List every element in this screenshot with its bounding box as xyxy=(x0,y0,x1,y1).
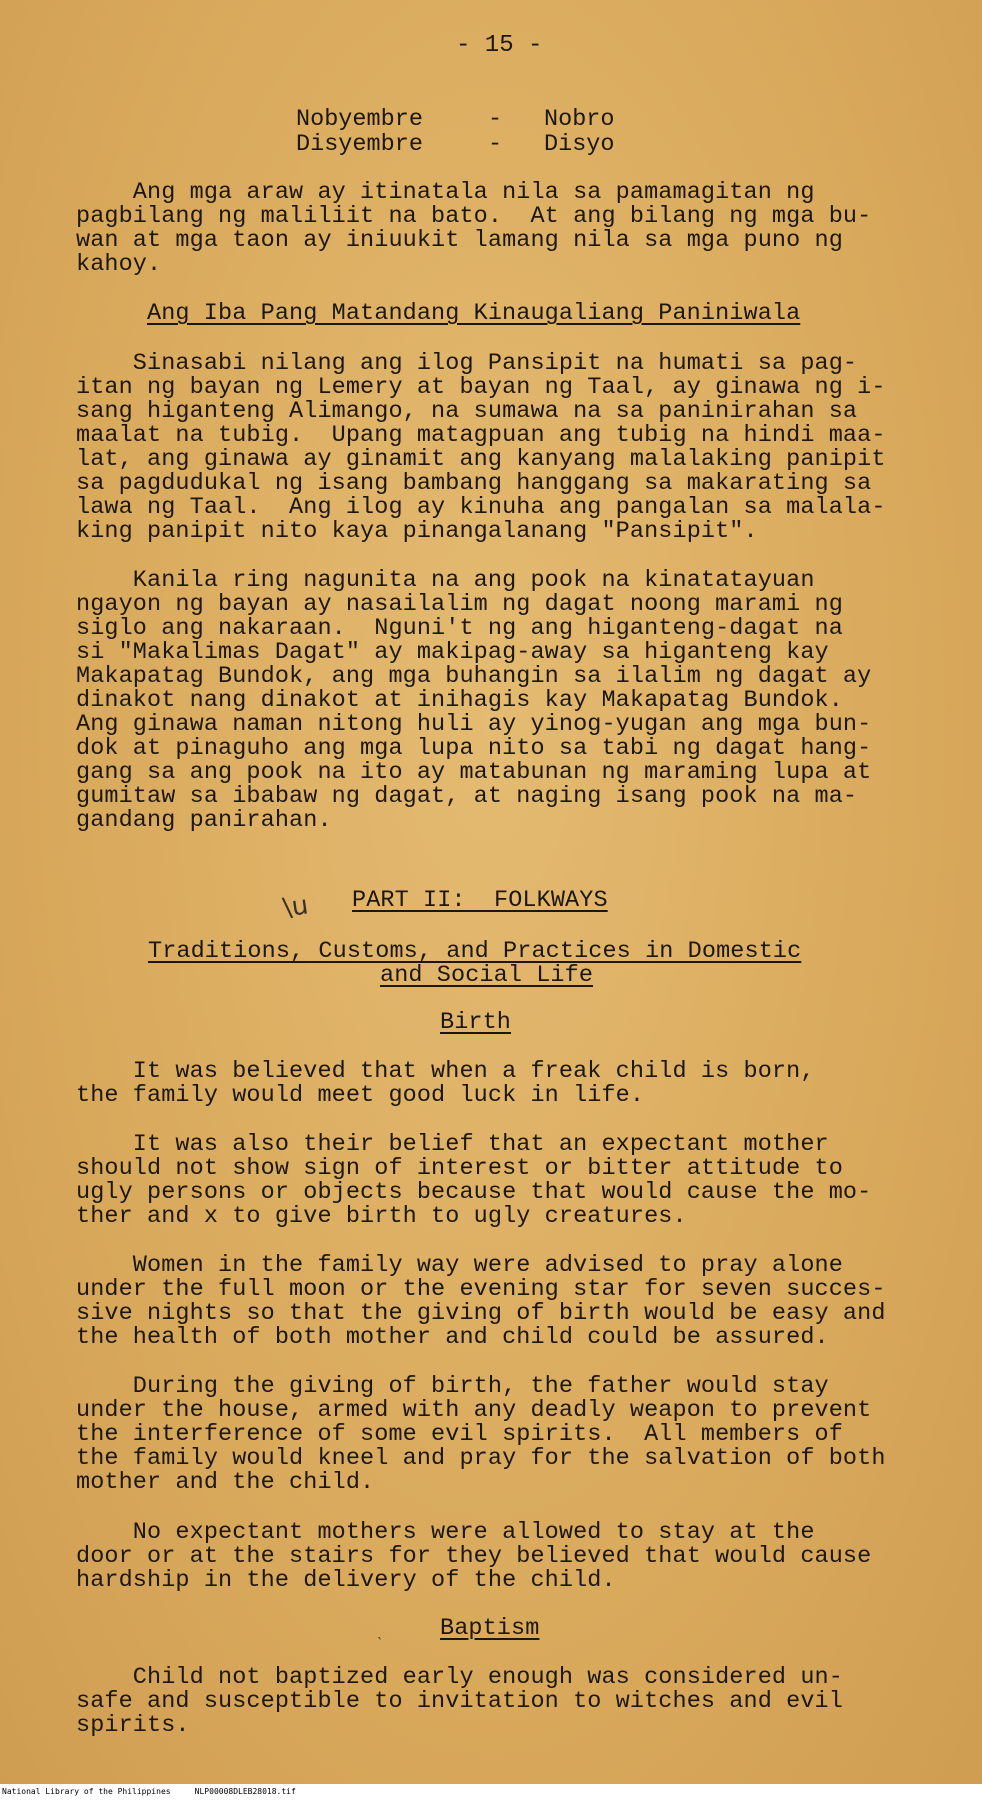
paragraph-line: mother and the child. xyxy=(76,1469,375,1496)
paragraph-line: Sinasabi nilang ang ilog Pansipit na humati sa pag- xyxy=(76,350,858,377)
month-name: Disyembre xyxy=(296,131,423,158)
paragraph-line: king panipit nito kaya pinangalanang "Pansipit". xyxy=(76,518,758,545)
paragraph-line: the health of both mother and child could be assured. xyxy=(76,1324,829,1351)
paragraph-line: maalat na tubig. Upang matagpuan ang tubig na hindi maa- xyxy=(76,422,886,449)
subsection-heading: Birth xyxy=(440,1009,512,1036)
paragraph-line: dok at pinaguho ang mga lupa nito sa tabi ng dagat hang- xyxy=(76,735,872,762)
paragraph-line: Ang ginawa naman nitong huli ay yinog-yugan ang mga bun- xyxy=(76,711,872,738)
paragraph-line: kahoy. xyxy=(76,251,162,278)
handwritten-mark: \u xyxy=(281,890,311,924)
paragraph-line: the family would meet good luck in life. xyxy=(76,1082,645,1109)
paragraph-line: lawa ng Taal. Ang ilog ay kinuha ang pangalan sa malala- xyxy=(76,494,886,521)
section-title-line: Traditions, Customs, and Practices in Domestic xyxy=(148,938,802,965)
paragraph-line: the family would kneel and pray for the salvation of both xyxy=(76,1445,886,1472)
paragraph-line: si "Makalimas Dagat" ay makipag-away sa higanteng kay xyxy=(76,639,829,666)
paragraph-line: Women in the family way were advised to pray alone xyxy=(76,1252,843,1279)
paragraph-line: gandang panirahan. xyxy=(76,807,332,834)
month-name: Nobyembre xyxy=(296,106,423,133)
paragraph-line: lat, ang ginawa ay ginamit ang kanyang malalaking panipit xyxy=(76,446,886,473)
part-title: PART II: FOLKWAYS xyxy=(352,887,608,914)
paragraph-line: under the house, armed with any deadly weapon to prevent xyxy=(76,1397,872,1424)
paragraph-line: Kanila ring nagunita na ang pook na kinatatayuan xyxy=(76,567,815,594)
paragraph-line: Ang mga araw ay itinatala nila sa pamamagitan ng xyxy=(76,179,815,206)
month-row xyxy=(296,131,615,158)
paragraph-line: No expectant mothers were allowed to stay at the xyxy=(76,1519,815,1546)
paragraph-line: ther and x to give birth to ugly creatures. xyxy=(76,1203,687,1230)
paragraph-line: itan ng bayan ng Lemery at bayan ng Taal, ay ginawa ng i- xyxy=(76,374,886,401)
paragraph-line: under the full moon or the evening star for seven succes- xyxy=(76,1276,886,1303)
paragraph-line: sang higanteng Alimango, na sumawa na sa paninirahan sa xyxy=(76,398,858,425)
paragraph-line: During the giving of birth, the father would stay xyxy=(76,1373,829,1400)
footer-source: National Library of the Philippines xyxy=(2,1787,171,1796)
section-heading: Ang Iba Pang Matandang Kinaugaliang Paniniwala xyxy=(147,300,801,327)
month-dash: - xyxy=(488,131,503,158)
paragraph-line: should not show sign of interest or bitter attitude to xyxy=(76,1155,843,1182)
paragraph-line: pagbilang ng maliliit na bato. At ang bilang ng mga bu- xyxy=(76,203,872,230)
subsection-heading: Baptism xyxy=(440,1615,540,1642)
month-row xyxy=(296,106,615,133)
paragraph-line: dinakot nang dinakot at inihagis kay Makapatag Bundok. xyxy=(76,687,843,714)
paragraph-line: ugly persons or objects because that would cause the mo- xyxy=(76,1179,872,1206)
paragraph-line: safe and susceptible to invitation to witches and evil xyxy=(76,1688,843,1715)
month-local-name: Nobro xyxy=(544,106,615,133)
stray-mark: ˎ xyxy=(374,1622,385,1642)
paragraph-line: ngayon ng bayan ay nasailalim ng dagat noong marami ng xyxy=(76,591,843,618)
paragraph-line: Child not baptized early enough was considered un- xyxy=(76,1664,843,1691)
paragraph-line: gang sa ang pook na ito ay matabunan ng maraming lupa at xyxy=(76,759,872,786)
paragraph-line: sa pagdudukal ng isang bambang hanggang sa makarating sa xyxy=(76,470,872,497)
paragraph-line: hardship in the delivery of the child. xyxy=(76,1567,616,1594)
month-local-name: Disyo xyxy=(544,131,615,158)
scan-footer xyxy=(0,1784,982,1800)
footer-filename: NLP00008DLEB28018.tif xyxy=(194,1787,296,1796)
paragraph-line: It was also their belief that an expectant mother xyxy=(76,1131,829,1158)
paragraph-line: spirits. xyxy=(76,1712,190,1739)
paragraph-line: the interference of some evil spirits. All members of xyxy=(76,1421,843,1448)
paragraph-line: sive nights so that the giving of birth would be easy and xyxy=(76,1300,886,1327)
paragraph-line: door or at the stairs for they believed that would cause xyxy=(76,1543,872,1570)
paragraph-line: wan at mga taon ay iniuukit lamang nila sa mga puno ng xyxy=(76,227,843,254)
paragraph-line: Makapatag Bundok, ang mga buhangin sa ilalim ng dagat ay xyxy=(76,663,872,690)
month-dash: - xyxy=(488,106,503,133)
paragraph-line: siglo ang nakaraan. Nguni't ng ang higanteng-dagat na xyxy=(76,615,843,642)
page-number: - 15 - xyxy=(456,32,543,59)
paragraph-line: gumitaw sa ibabaw ng dagat, at naging isang pook na ma- xyxy=(76,783,858,810)
paragraph-line: It was believed that when a freak child is born, xyxy=(76,1058,815,1085)
section-title-line: and Social Life xyxy=(380,962,594,989)
